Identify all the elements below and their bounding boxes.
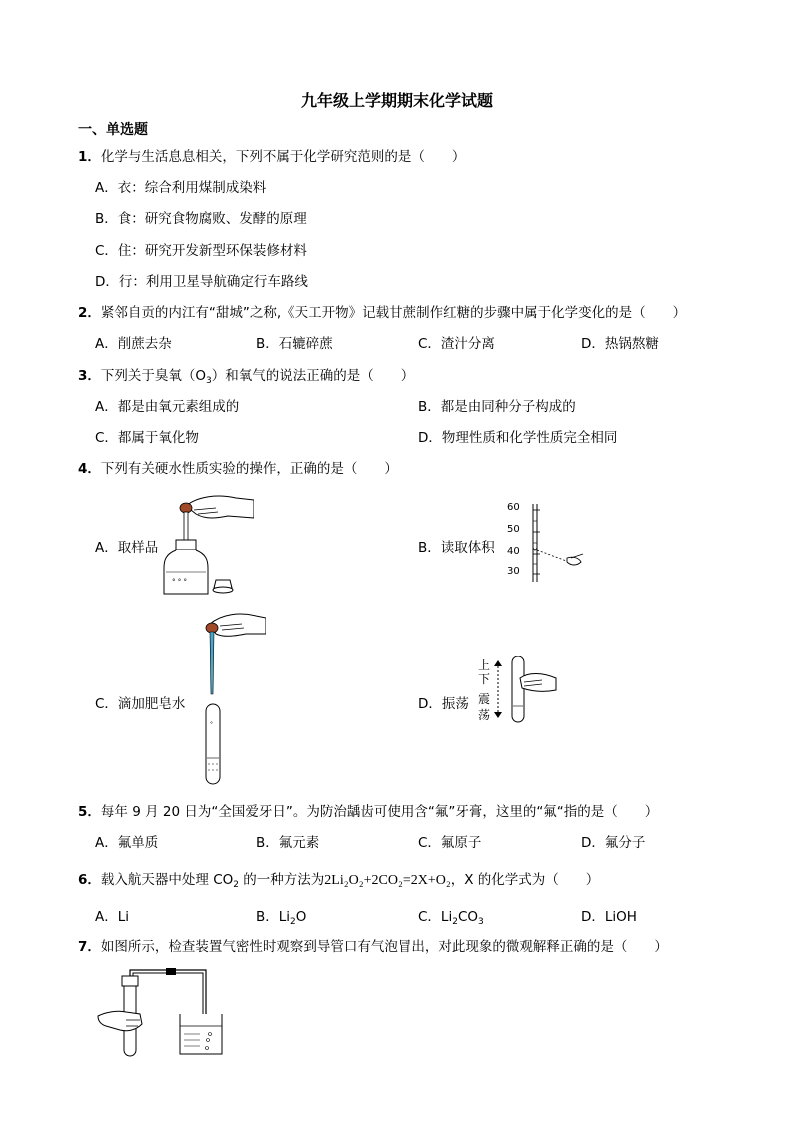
q3-option-a: A．都是由氧元素组成的	[95, 399, 240, 415]
question-text: 的一种方法为	[238, 872, 325, 888]
q4-option-c: C．滴加肥皂水	[95, 696, 186, 712]
section-heading: 一、单选题	[78, 122, 148, 138]
dropper-bottle-figure	[158, 488, 254, 604]
q6-option-a: A．Li	[95, 909, 130, 925]
q2-option-a: A．削蔗去杂	[95, 336, 172, 352]
q1-option-a: A．衣：综合利用煤制成染料	[95, 180, 267, 196]
question-text: 紧邻自贡的内江有“甜城”之称,《天工开物》记载甘蔗制作红糖的步骤中属于化学变化的是（ ）	[100, 305, 687, 321]
q3-option-c: C．都属于氧化物	[95, 430, 199, 446]
graduated-cylinder-figure	[503, 500, 593, 586]
question-1-stem	[78, 145, 465, 165]
question-4-stem	[78, 457, 398, 477]
question-number: 1．	[78, 149, 101, 165]
subscript: 2	[290, 917, 296, 927]
question-text: 如图所示，检查装置气密性时观察到导管口有气泡冒出，对此现象的微观解释正确的是（ ）	[100, 939, 668, 955]
page-title: 九年级上学期期末化学试题	[300, 91, 493, 110]
subscript: 3	[206, 376, 212, 386]
q5-option-d: D．氟分子	[581, 835, 646, 851]
q4-option-d: D．振荡	[418, 696, 469, 712]
option-text: CO	[457, 909, 478, 925]
q2-option-c: C．渣汁分离	[418, 336, 495, 352]
tick-label: 60	[507, 502, 520, 513]
soap-water-dropper-figure	[196, 610, 266, 790]
tick-label: 30	[507, 566, 520, 577]
svg-text:° ° °: ° ° °	[172, 578, 187, 586]
shake-drawing	[476, 656, 560, 724]
q4-option-b: B．读取体积	[418, 540, 495, 556]
question-text: 下列关于臭氧（O	[100, 368, 207, 384]
question-number: 6．	[78, 872, 101, 888]
question-number: 3．	[78, 368, 101, 384]
question-text: 每年 9 月 20 日为“全国爱牙日”。为防治龋齿可使用含“氟”牙膏，这里的“氟“指的是（ ）	[100, 804, 659, 820]
question-2-stem	[78, 301, 686, 321]
q2-option-d: D．热锅熬糖	[581, 336, 659, 352]
q4-option-a: A．取样品	[95, 540, 159, 556]
q5-option-b: B．氟元素	[256, 835, 320, 851]
q1-option-c: C．住：研究开发新型环保装修材料	[95, 243, 307, 259]
q5-option-a: A．氟单质	[95, 835, 159, 851]
q6-option-c	[418, 905, 484, 927]
question-3-stem	[78, 364, 414, 386]
q6-option-b	[256, 905, 306, 927]
shake-label: 震	[478, 692, 491, 706]
svg-text:°: °	[210, 721, 213, 728]
q3-option-b: B．都是由同种分子构成的	[418, 399, 576, 415]
option-text: O	[295, 909, 307, 925]
chemical-equation: 2Li₂O₂+2CO₂=2X+O₂	[324, 873, 451, 888]
subscript: 3	[478, 917, 484, 927]
question-5-stem	[78, 800, 658, 820]
option-text: C．Li	[418, 909, 453, 925]
q1-option-d: D．行：利用卫星导航确定行车路线	[95, 274, 308, 290]
airtightness-apparatus-figure	[96, 966, 226, 1058]
question-number: 4．	[78, 461, 101, 477]
question-text: ）和氧气的说法正确的是（ ）	[211, 368, 415, 384]
subscript: 2	[233, 880, 239, 890]
question-7-stem	[78, 935, 668, 955]
question-number: 5．	[78, 804, 101, 820]
question-number: 7．	[78, 939, 101, 955]
question-text: 载入航天器中处理 CO	[100, 872, 234, 888]
question-text: ，X 的化学式为（ ）	[450, 872, 600, 888]
question-text: 化学与生活息息相关，下列不属于化学研究范则的是（ ）	[100, 149, 466, 165]
tick-label: 50	[507, 524, 520, 535]
question-text: 下列有关硬水性质实验的操作，正确的是（ ）	[100, 461, 398, 477]
option-text: B．Li	[256, 909, 291, 925]
q3-option-d: D．物理性质和化学性质完全相同	[418, 430, 618, 446]
q6-option-d: D．LiOH	[581, 909, 637, 925]
question-number: 2．	[78, 305, 101, 321]
subscript: 2	[452, 917, 458, 927]
question-6-stem	[78, 868, 599, 890]
shake-label: 下	[478, 672, 491, 686]
shake-label: 荡	[478, 708, 491, 722]
q2-option-b: B．石辘碎蔗	[256, 336, 333, 352]
q1-option-b: B．食：研究食物腐败、发酵的原理	[95, 211, 307, 227]
shake-label: 上	[478, 658, 491, 672]
q5-option-c: C．氟原子	[418, 835, 482, 851]
shake-tube-figure	[476, 656, 560, 724]
tick-label: 40	[507, 546, 520, 557]
